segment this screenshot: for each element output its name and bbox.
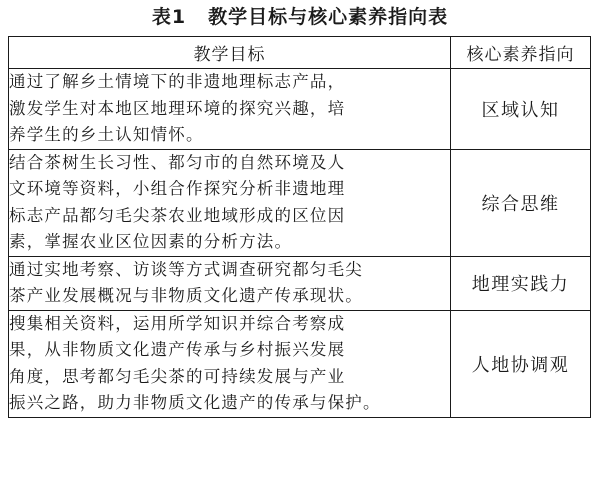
column-header-literacy: 核心素养指向 (451, 37, 591, 69)
table-row (9, 310, 591, 417)
literacy-cell: 人地协调观 (451, 310, 591, 417)
objective-line: 振兴之路，助力非物质文化遗产的传承与保护。 (9, 393, 381, 412)
objective-line: 结合茶树生长习性、都匀市的自然环境及人 (9, 152, 346, 172)
objective-line: 茶产业发展概况与非物质文化遗产传承现状。 (9, 286, 363, 305)
objective-line: 通过了解乡土情境下的非遗地理标志产品， (9, 72, 346, 91)
objective-line: 通过实地考察、访谈等方式调查研究都匀毛尖 (9, 259, 363, 279)
table-number: 表1 (151, 6, 187, 28)
objective-cell (9, 256, 451, 310)
objective-line: 激发学生对本地区地理环境的探究兴趣，培 (9, 98, 346, 118)
table-row (9, 69, 591, 150)
header-row (9, 37, 591, 69)
objective-cell (9, 149, 451, 256)
objective-line: 角度，思考都匀毛尖茶的可持续发展与产业 (9, 366, 346, 386)
objective-line: 搜集相关资料，运用所学知识并综合考察成 (9, 313, 346, 333)
literacy-cell: 地理实践力 (451, 256, 591, 310)
objective-line: 标志产品都匀毛尖茶农业地域形成的区位因 (9, 205, 346, 225)
objective-line: 素，掌握农业区位因素的分析方法。 (9, 232, 293, 251)
teaching-goals-table (8, 36, 591, 418)
objective-cell (9, 310, 451, 417)
objective-line: 养学生的乡土认知情怀。 (9, 125, 204, 144)
table-row (9, 149, 591, 256)
objective-line: 文环境等资料，小组合作探究分析非遗地理 (9, 179, 346, 198)
literacy-cell: 区域认知 (451, 69, 591, 150)
table-row (9, 256, 591, 310)
table-title: 教学目标与核心素养指向表 (208, 6, 449, 28)
objective-cell (9, 69, 451, 150)
table-caption (0, 4, 600, 30)
objective-line: 果，从非物质文化遗产传承与乡村振兴发展 (9, 340, 346, 359)
column-header-objective: 教学目标 (9, 37, 451, 69)
literacy-cell: 综合思维 (451, 149, 591, 256)
